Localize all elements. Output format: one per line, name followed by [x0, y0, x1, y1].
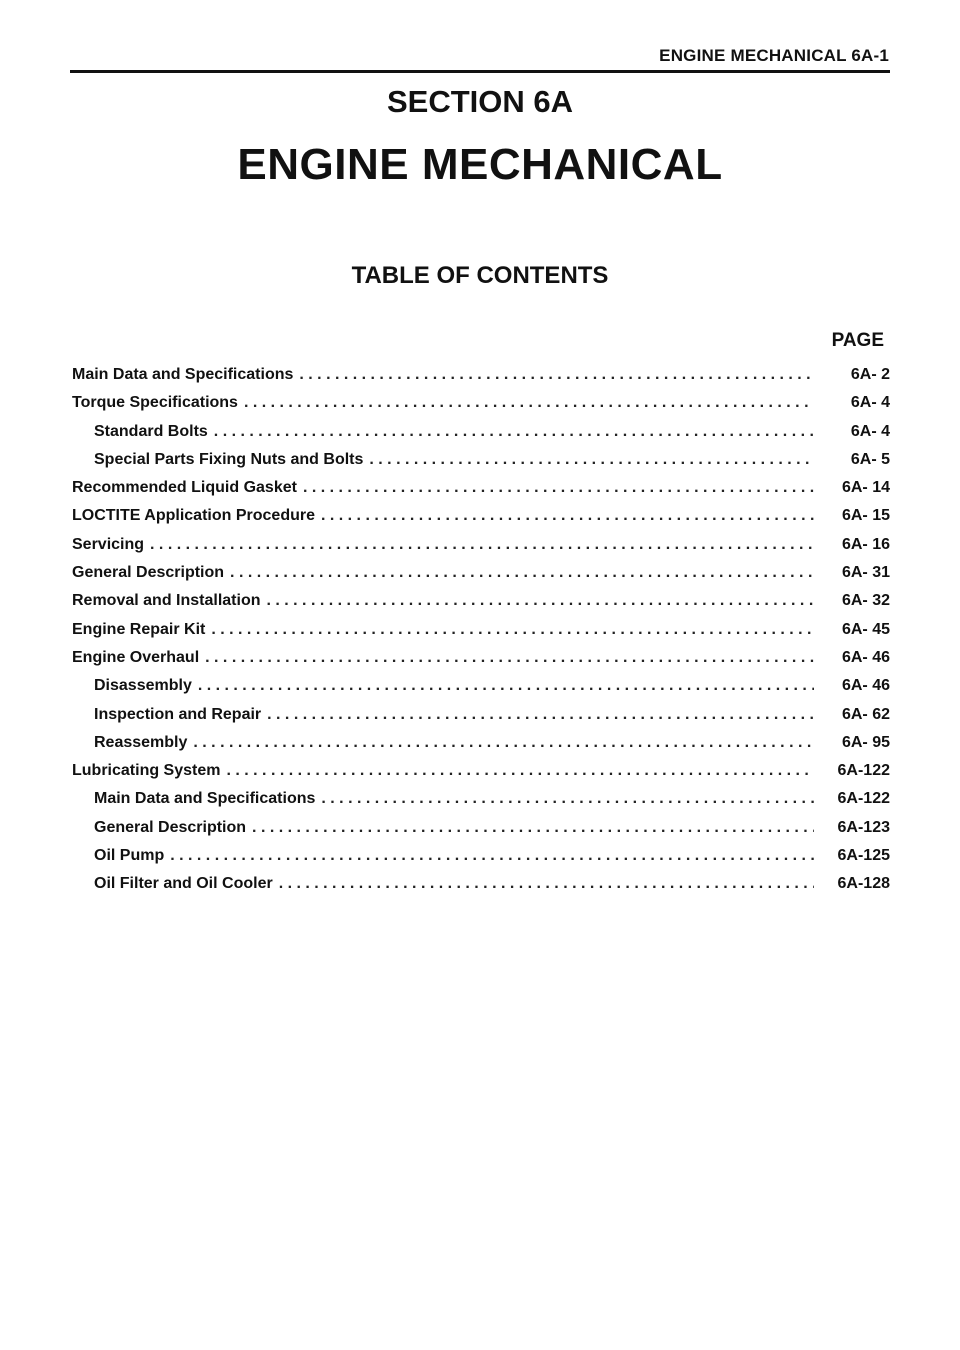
toc-entry[interactable] [72, 875, 890, 903]
toc-entry-label: General Description [94, 818, 247, 836]
dot-leader [170, 847, 814, 865]
document-title: ENGINE MECHANICAL [237, 140, 723, 189]
dot-leader [299, 366, 814, 384]
toc-entry-page: 6A- 4 [850, 422, 890, 440]
toc-entry-label: Lubricating System [72, 762, 221, 780]
toc-entry[interactable] [72, 507, 890, 535]
toc-entry-label: Oil Filter and Oil Cooler [94, 875, 273, 893]
toc-entry-page: 6A- 46 [841, 648, 890, 666]
page-column-heading: PAGE [831, 330, 884, 351]
dot-leader [214, 423, 814, 441]
toc-entry-page: 6A- 46 [841, 677, 890, 695]
toc-entry-label: Oil Pump [94, 847, 165, 865]
dot-leader [321, 790, 814, 808]
toc-entry[interactable] [72, 423, 890, 451]
toc-entry-label: Standard Bolts [94, 422, 208, 440]
toc-entry-label: Removal and Installation [72, 592, 261, 610]
toc-entry[interactable] [72, 621, 890, 649]
dot-leader [230, 564, 814, 582]
toc-entry-label: Reassembly [94, 733, 188, 751]
running-header: ENGINE MECHANICAL 6A-1 [659, 46, 889, 65]
toc-entry[interactable] [72, 451, 890, 479]
toc-entry-page: 6A- 2 [850, 366, 890, 383]
toc-entry-label: General Description [72, 564, 225, 582]
toc-entry[interactable] [72, 479, 890, 507]
toc-entry[interactable] [72, 706, 890, 734]
toc-entry-page: 6A- 32 [841, 592, 890, 610]
toc-entry[interactable] [72, 592, 890, 620]
dot-leader [193, 734, 814, 752]
toc-entry-label: Recommended Liquid Gasket [72, 479, 297, 497]
toc-entry-label: Main Data and Specifications [94, 790, 316, 808]
dot-leader [303, 479, 814, 497]
header-rule [70, 70, 890, 73]
toc-entry[interactable] [72, 536, 890, 564]
toc-entry-page: 6A- 95 [841, 733, 890, 751]
toc-entry-page: 6A- 16 [841, 535, 890, 553]
toc-entry-label: Servicing [72, 535, 145, 553]
toc-entry[interactable] [72, 847, 890, 875]
toc-entry-page: 6A- 5 [850, 450, 890, 468]
toc-entry-page: 6A- 45 [841, 620, 890, 638]
toc-entry[interactable] [72, 394, 890, 422]
toc-entry-page: 6A-123 [837, 818, 890, 836]
dot-leader [369, 451, 814, 469]
toc-entry-label: Engine Overhaul [72, 648, 200, 666]
dot-leader [279, 875, 814, 893]
toc-entry-label: Engine Repair Kit [72, 620, 206, 638]
table-of-contents [72, 366, 890, 904]
toc-entry-label: Torque Specifications [72, 394, 238, 412]
toc-entry-page: 6A- 62 [841, 705, 890, 723]
dot-leader [321, 507, 814, 525]
toc-entry-page: 6A-122 [837, 762, 890, 780]
toc-entry[interactable] [72, 564, 890, 592]
toc-entry-page: 6A-125 [837, 847, 890, 865]
dot-leader [205, 649, 814, 667]
dot-leader [266, 592, 814, 610]
toc-entry-page: 6A-122 [837, 790, 890, 808]
toc-entry-label: Inspection and Repair [94, 705, 262, 723]
toc-entry-label: Main Data and Specifications [72, 366, 294, 383]
toc-entry-page: 6A- 31 [841, 564, 890, 582]
toc-entry[interactable] [72, 649, 890, 677]
toc-entry-label: Special Parts Fixing Nuts and Bolts [94, 450, 364, 468]
toc-entry[interactable] [72, 762, 890, 790]
toc-heading: TABLE OF CONTENTS [351, 262, 609, 289]
dot-leader [198, 677, 814, 695]
toc-entry-page: 6A- 4 [850, 394, 890, 412]
toc-entry[interactable] [72, 677, 890, 705]
toc-entry[interactable] [72, 734, 890, 762]
dot-leader [150, 536, 814, 554]
toc-entry-page: 6A-128 [837, 875, 890, 893]
toc-entry[interactable] [72, 790, 890, 818]
toc-entry[interactable] [72, 366, 890, 394]
toc-entry-label: Disassembly [94, 677, 192, 695]
dot-leader [267, 706, 814, 724]
dot-leader [244, 394, 814, 412]
toc-entry-page: 6A- 14 [841, 479, 890, 497]
toc-entry-page: 6A- 15 [841, 507, 890, 525]
dot-leader [211, 621, 814, 639]
section-title: SECTION 6A [386, 84, 574, 119]
toc-entry-label: LOCTITE Application Procedure [72, 507, 315, 525]
toc-entry[interactable] [72, 819, 890, 847]
dot-leader [252, 819, 814, 837]
dot-leader [226, 762, 814, 780]
